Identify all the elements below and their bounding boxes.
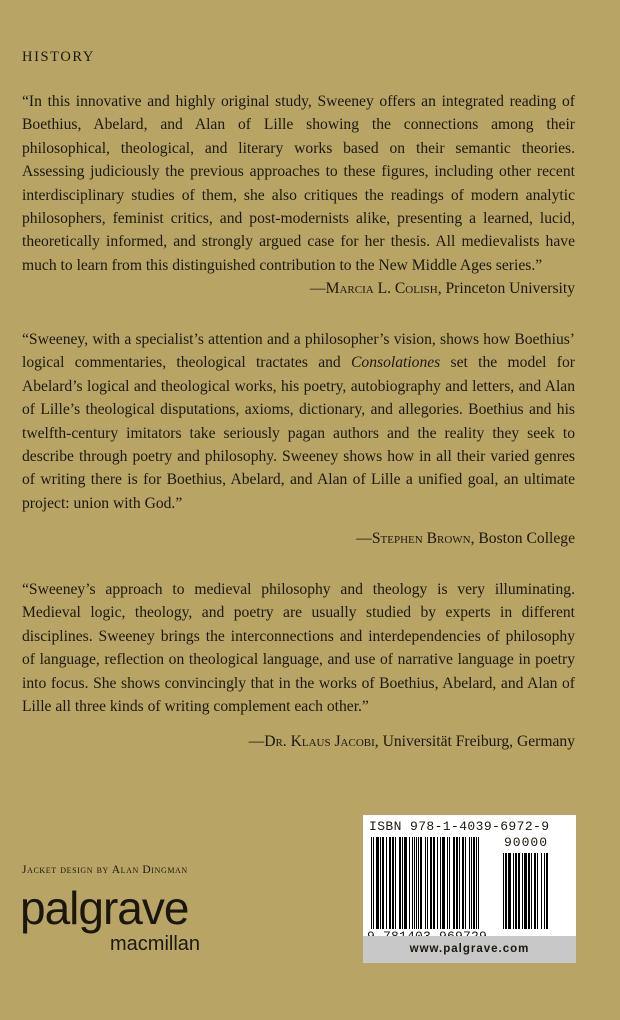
barcode-bar: [508, 853, 511, 929]
barcode-bar: [505, 853, 507, 929]
barcode-bar: [544, 853, 545, 929]
category-label: HISTORY: [22, 49, 95, 65]
review-quote-1: [22, 90, 575, 301]
barcode-bar: [518, 853, 520, 929]
publisher-logo: palgrave: [20, 882, 189, 934]
review-quote-3: [22, 578, 575, 754]
barcode-bar: [376, 837, 379, 929]
barcode-bar: [418, 837, 419, 929]
barcode-bar: [392, 837, 394, 929]
barcode-bar: [515, 853, 517, 929]
quote-text-before: “Sweeney, with a specialist’s attention and a philosopher’s vision, shows how Boethius’ logical commentaries, theological tractates and: [22, 331, 575, 372]
barcode-bar: [528, 853, 530, 929]
isbn-label: ISBN 978-1-4039-6972-9: [369, 819, 550, 834]
barcode-bar: [459, 837, 460, 929]
barcode-bar: [469, 837, 470, 929]
barcode-bar: [402, 837, 403, 929]
barcode-bar: [513, 853, 514, 929]
barcode-bar: [546, 853, 548, 929]
barcode-bar: [503, 853, 504, 929]
attribution-affiliation: , Universität Freiburg, Germany: [374, 733, 575, 751]
jacket-credit: Jacket design by Alan Dingman: [22, 864, 188, 876]
barcode-bar: [437, 837, 438, 929]
barcode-bar: [541, 853, 542, 929]
barcode-bar: [399, 837, 401, 929]
barcode-bar: [476, 837, 477, 929]
quote-text-after: set the model for Abelard’s logical and theological works, his poetry, autobiography and letters, and Alan of Lille’s theological disputations, axioms, dictionary, and allegories. Boethius and his twelfth-century imitators take seriously pagan authors and the reality they seek to describe through poetry and philosophy. Sweeney shows how in all their varied genres of writing there is for Boethius, Abelard, and Alan of Lille a unified goal, an ultimate project: union with God.”: [22, 354, 575, 512]
quote-text-italic: Consolationes: [351, 354, 441, 372]
barcode-bar: [404, 837, 407, 929]
attribution-name: —Marcia L. Colish: [310, 280, 438, 298]
attribution-name: —Dr. Klaus Jacobi: [248, 733, 375, 751]
quote-attribution: [22, 730, 575, 753]
attribution-name: —Stephen Brown: [356, 530, 471, 548]
barcode-bar: [389, 837, 391, 929]
barcode-bar: [522, 853, 523, 929]
barcode-bar: [414, 837, 415, 929]
barcode-bar: [409, 837, 410, 929]
barcode-bar: [462, 837, 464, 929]
barcode-bars: [371, 837, 499, 929]
barcode-bar: [412, 837, 413, 929]
barcode-bar: [371, 837, 372, 929]
barcode-bar: [524, 853, 527, 929]
addon-barcode-bars: [503, 853, 565, 929]
barcode-bar: [447, 837, 448, 929]
attribution-affiliation: , Princeton University: [437, 280, 575, 298]
review-quote-2: [22, 328, 575, 551]
barcode-bar: [427, 837, 428, 929]
barcode-bar: [373, 837, 374, 929]
quote-text: “Sweeney’s approach to medieval philosophy and theology is very illuminating. Medieval logic, theology, and poetry are usually studied by experts in different disciplines. Sweeney brings the interconnections and interdependencies of philosophy of language, reflection on theological language, and use of narrative language in poetry into focus. She shows convincingly that in the works of Boethius, Abelard, and Alan of Lille all three kinds of writing complement each other.”: [22, 581, 575, 716]
barcode-bar: [442, 837, 445, 929]
quote-text: “In this innovative and highly original study, Sweeney offers an integrated reading of Boethius, Abelard, and Alan of Lille showing the connections among their philosophical, theological, and literary works based on their semantic theories. Assessing judiciously the previous approaches to these figures, including other recent interdisciplinary studies of them, she also critiques the readings of modern analytic philosophers, feminist critics, and post-modernists alike, presenting a learned, lucid, theoretically informed, and strongly argued case for her thesis. All medievalists have much to learn from this distinguished contribution to the New Middle Ages series.”: [22, 93, 575, 274]
barcode-bar: [416, 837, 417, 929]
barcode-bar: [430, 837, 432, 929]
barcode-bar: [420, 837, 422, 929]
barcode-bar: [465, 837, 466, 929]
barcode-bar: [473, 837, 475, 929]
barcode-bar: [380, 837, 381, 929]
barcode-bar: [382, 837, 384, 929]
barcode-bar: [531, 853, 532, 929]
quote-attribution: [310, 277, 575, 300]
barcode-bar: [471, 837, 472, 929]
price-code: 90000: [504, 835, 549, 850]
barcode-bar: [395, 837, 396, 929]
publisher-url: www.palgrave.com: [363, 936, 576, 963]
barcode-bar: [456, 837, 458, 929]
barcode-bar: [440, 837, 441, 929]
barcode-bar: [449, 837, 450, 929]
barcode-bar: [537, 853, 538, 929]
publisher-logo-sub: macmillan: [110, 933, 201, 955]
barcode-bar: [453, 837, 455, 929]
barcode-bar: [433, 837, 435, 929]
quote-attribution: [22, 527, 575, 550]
barcode-bar: [386, 837, 387, 929]
barcode-bar: [478, 837, 479, 929]
barcode-bar: [425, 837, 426, 929]
barcode-bar: [534, 853, 536, 929]
attribution-affiliation: , Boston College: [470, 530, 575, 548]
